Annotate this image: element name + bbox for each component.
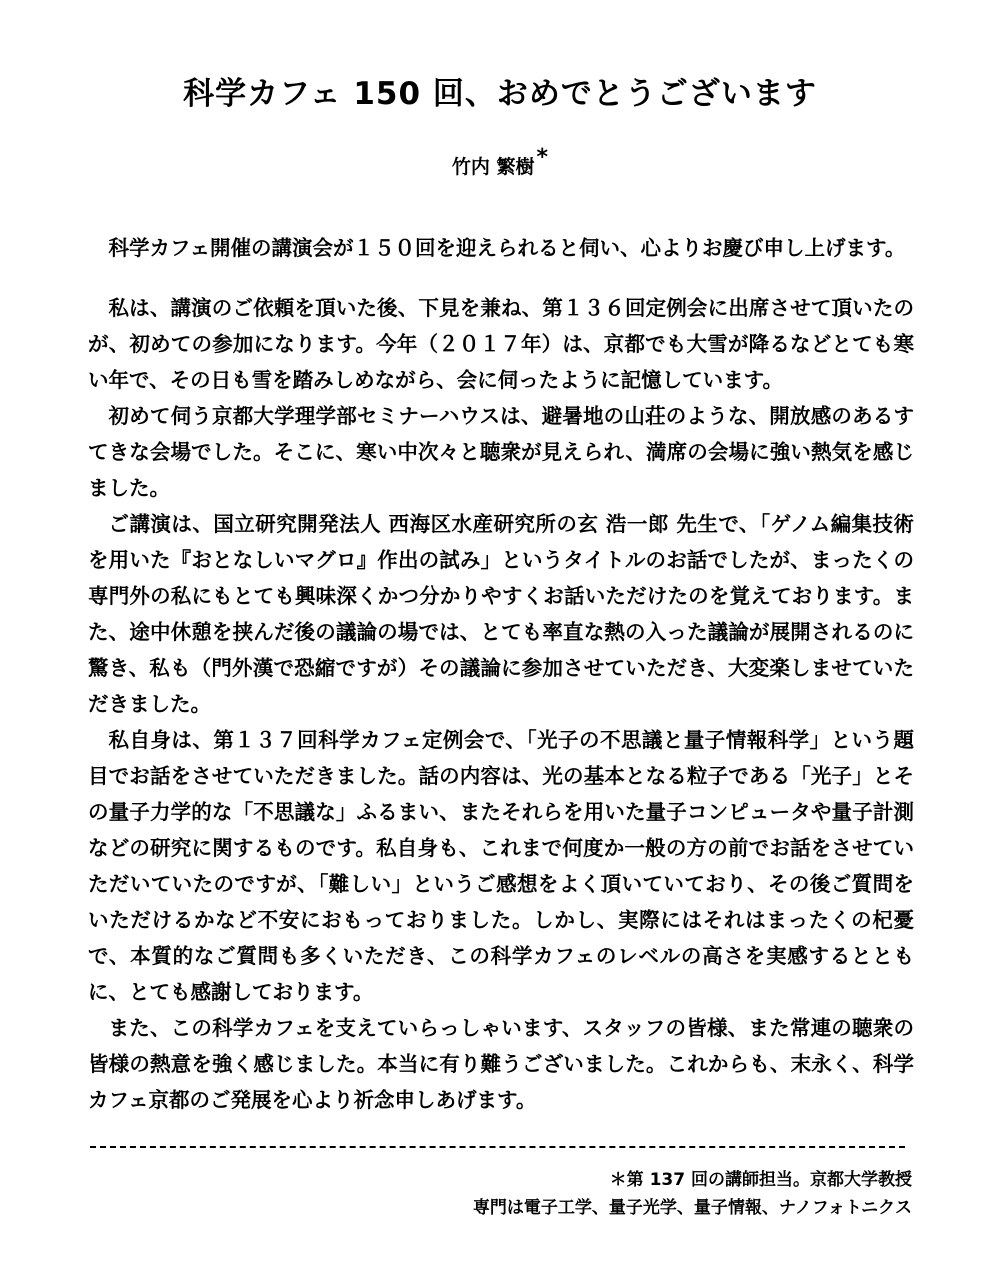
page-title: 科学カフェ 150 回、おめでとうございます bbox=[183, 76, 817, 112]
footnote bbox=[212, 1166, 912, 1222]
footnote-line-2: 専門は電子工学、量子光学、量子情報、ナノフォトニクス bbox=[472, 1198, 912, 1218]
author-name: 竹内 繁樹 bbox=[451, 156, 535, 178]
paragraph-venue: 初めて伺う京都大学理学部セミナーハウスは、避暑地の山荘のような、開放感のあるすてきな会場でした。そこに、寒い中次々と聴衆が見えられ、満席の会場に強い熱気を感じました。 bbox=[88, 404, 914, 500]
paragraph-own-talk: 私自身は、第１３７回科学カフェ定例会で、「光子の不思議と量子情報科学」という題目でお話をさせていただきました。話の内容は、光の基本となる粒子である「光子」とその量子力学的な「不思議な」ふるまい、またそれらを用いた量子コンピュータや量子計測などの研究に関するものです。私自身も、これまで何度か一般の方の前でお話をさせていただいていたのですが、「難しい」というご感想をよく頂いていており、その後ご質問をいただけるかなど不安におもっておりました。しかし、実際にはそれはまったくの杞憂で、本質的なご質問も多くいただき、この科学カフェのレベルの高さを実感するとともに、とても感謝しております。 bbox=[88, 728, 914, 1004]
footnote-marker: * bbox=[536, 145, 549, 170]
footnote-line-1: ＊第 137 回の講師担当。京都大学教授 bbox=[609, 1170, 912, 1190]
paragraph-closing: また、この科学カフェを支えていらっしゃいます、スタッフの皆様、また常連の聴衆の皆様の熱意を強く感じました。本当に有り難うございました。これからも、末永く、科学カフェ京都のご発展を心より祈念申しあげます。 bbox=[88, 1016, 914, 1112]
dashed-divider bbox=[90, 1146, 905, 1148]
author-line bbox=[0, 145, 1000, 179]
paragraph-greeting: 科学カフェ開催の講演会が１５０回を迎えられると伺い、心よりお慶び申し上げます。 bbox=[108, 236, 906, 260]
article-body bbox=[88, 230, 914, 1118]
paragraph-first-visit: 私は、講演のご依頼を頂いた後、下見を兼ね、第１３６回定例会に出席させて頂いたのが、初めての参加になります。今年（２０１７年）は、京都でも大雪が降るなどとても寒い年で、その日も雪を踏みしめながら、会に伺ったように記憶しています。 bbox=[88, 296, 914, 392]
paragraph-lecture: ご講演は、国立研究開発法人 西海区水産研究所の玄 浩一郎 先生で、「ゲノム編集技術を用いた『おとなしいマグロ』作出の試み」というタイトルのお話でしたが、まったくの専門外の私にもとても興味深くかつ分かりやすくお話いただけたのを覚えております。また、途中休憩を挟んだ後の議論の場では、とても率直な熱の入った議論が展開されるのに驚き、私も（門外漢で恐縮ですが）その議論に参加させていただき、大変楽しませていただきました。 bbox=[88, 512, 914, 716]
